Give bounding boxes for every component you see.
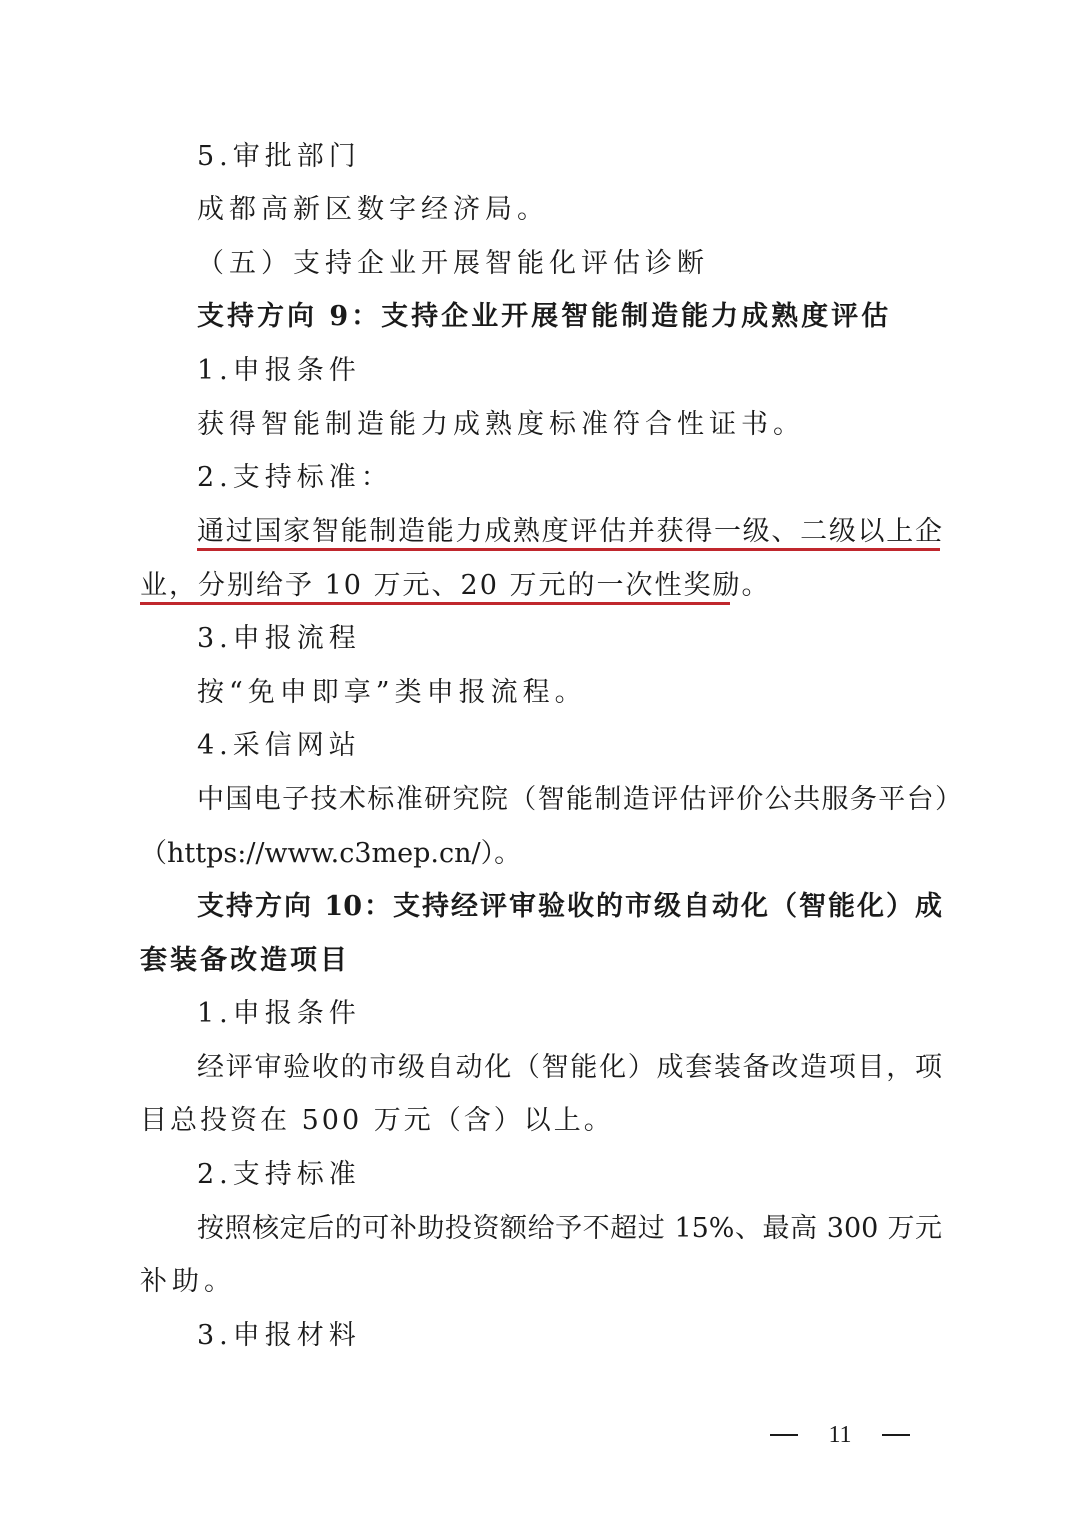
heading-application-materials: 3.申报材料 [197, 1320, 361, 1351]
support-standard-2-line2: 补助。 [140, 1266, 236, 1297]
support-direction-10-title-line2: 套装备改造项目 [140, 945, 350, 976]
application-process-text: 按“免申即享”类申报流程。 [197, 677, 587, 708]
heading-application-conditions-2: 1.申报条件 [197, 998, 361, 1029]
heading-support-standard: 2.支持标准： [197, 462, 393, 493]
heading-trusted-website: 4.采信网站 [197, 730, 361, 761]
trusted-website-url: （https://www.c3mep.cn/）。 [140, 838, 522, 869]
application-conditions-2-line2: 目总投资在 500 万元（含）以上。 [140, 1105, 614, 1136]
trusted-website-org: 中国电子技术标准研究院（智能制造评估评价公共服务平台） [197, 784, 962, 815]
page-number: 11 [828, 1422, 852, 1448]
section-heading-approval-dept: 5.审批部门 [197, 141, 361, 172]
support-standard-2-line1: 按照核定后的可补助投资额给予不超过 15%、最高 300 万元 [197, 1213, 942, 1244]
red-underline-1 [197, 548, 940, 551]
support-standard-text-line2: 业，分别给予 10 万元、20 万元的一次性奖励。 [140, 570, 771, 601]
footer-dash-right [882, 1434, 910, 1436]
heading-application-process: 3.申报流程 [197, 623, 361, 654]
heading-support-standard-2: 2.支持标准 [197, 1159, 361, 1190]
support-direction-9-title: 支持方向 9：支持企业开展智能制造能力成熟度评估 [197, 301, 892, 332]
red-underline-2 [140, 602, 730, 605]
heading-application-conditions: 1.申报条件 [197, 355, 361, 386]
approval-dept-text: 成都高新区数字经济局。 [197, 194, 549, 225]
support-direction-10-title-line1: 支持方向 10：支持经评审验收的市级自动化（智能化）成 [197, 891, 942, 922]
application-conditions-2-line1: 经评审验收的市级自动化（智能化）成套装备改造项目，项 [197, 1052, 942, 1083]
application-conditions-text: 获得智能制造能力成熟度标准符合性证书。 [197, 409, 805, 440]
page-footer [770, 1415, 910, 1455]
footer-dash-left [770, 1434, 798, 1436]
section-title-five: （五）支持企业开展智能化评估诊断 [197, 248, 709, 279]
support-standard-text-line1: 通过国家智能制造能力成熟度评估并获得一级、二级以上企 [197, 516, 942, 547]
